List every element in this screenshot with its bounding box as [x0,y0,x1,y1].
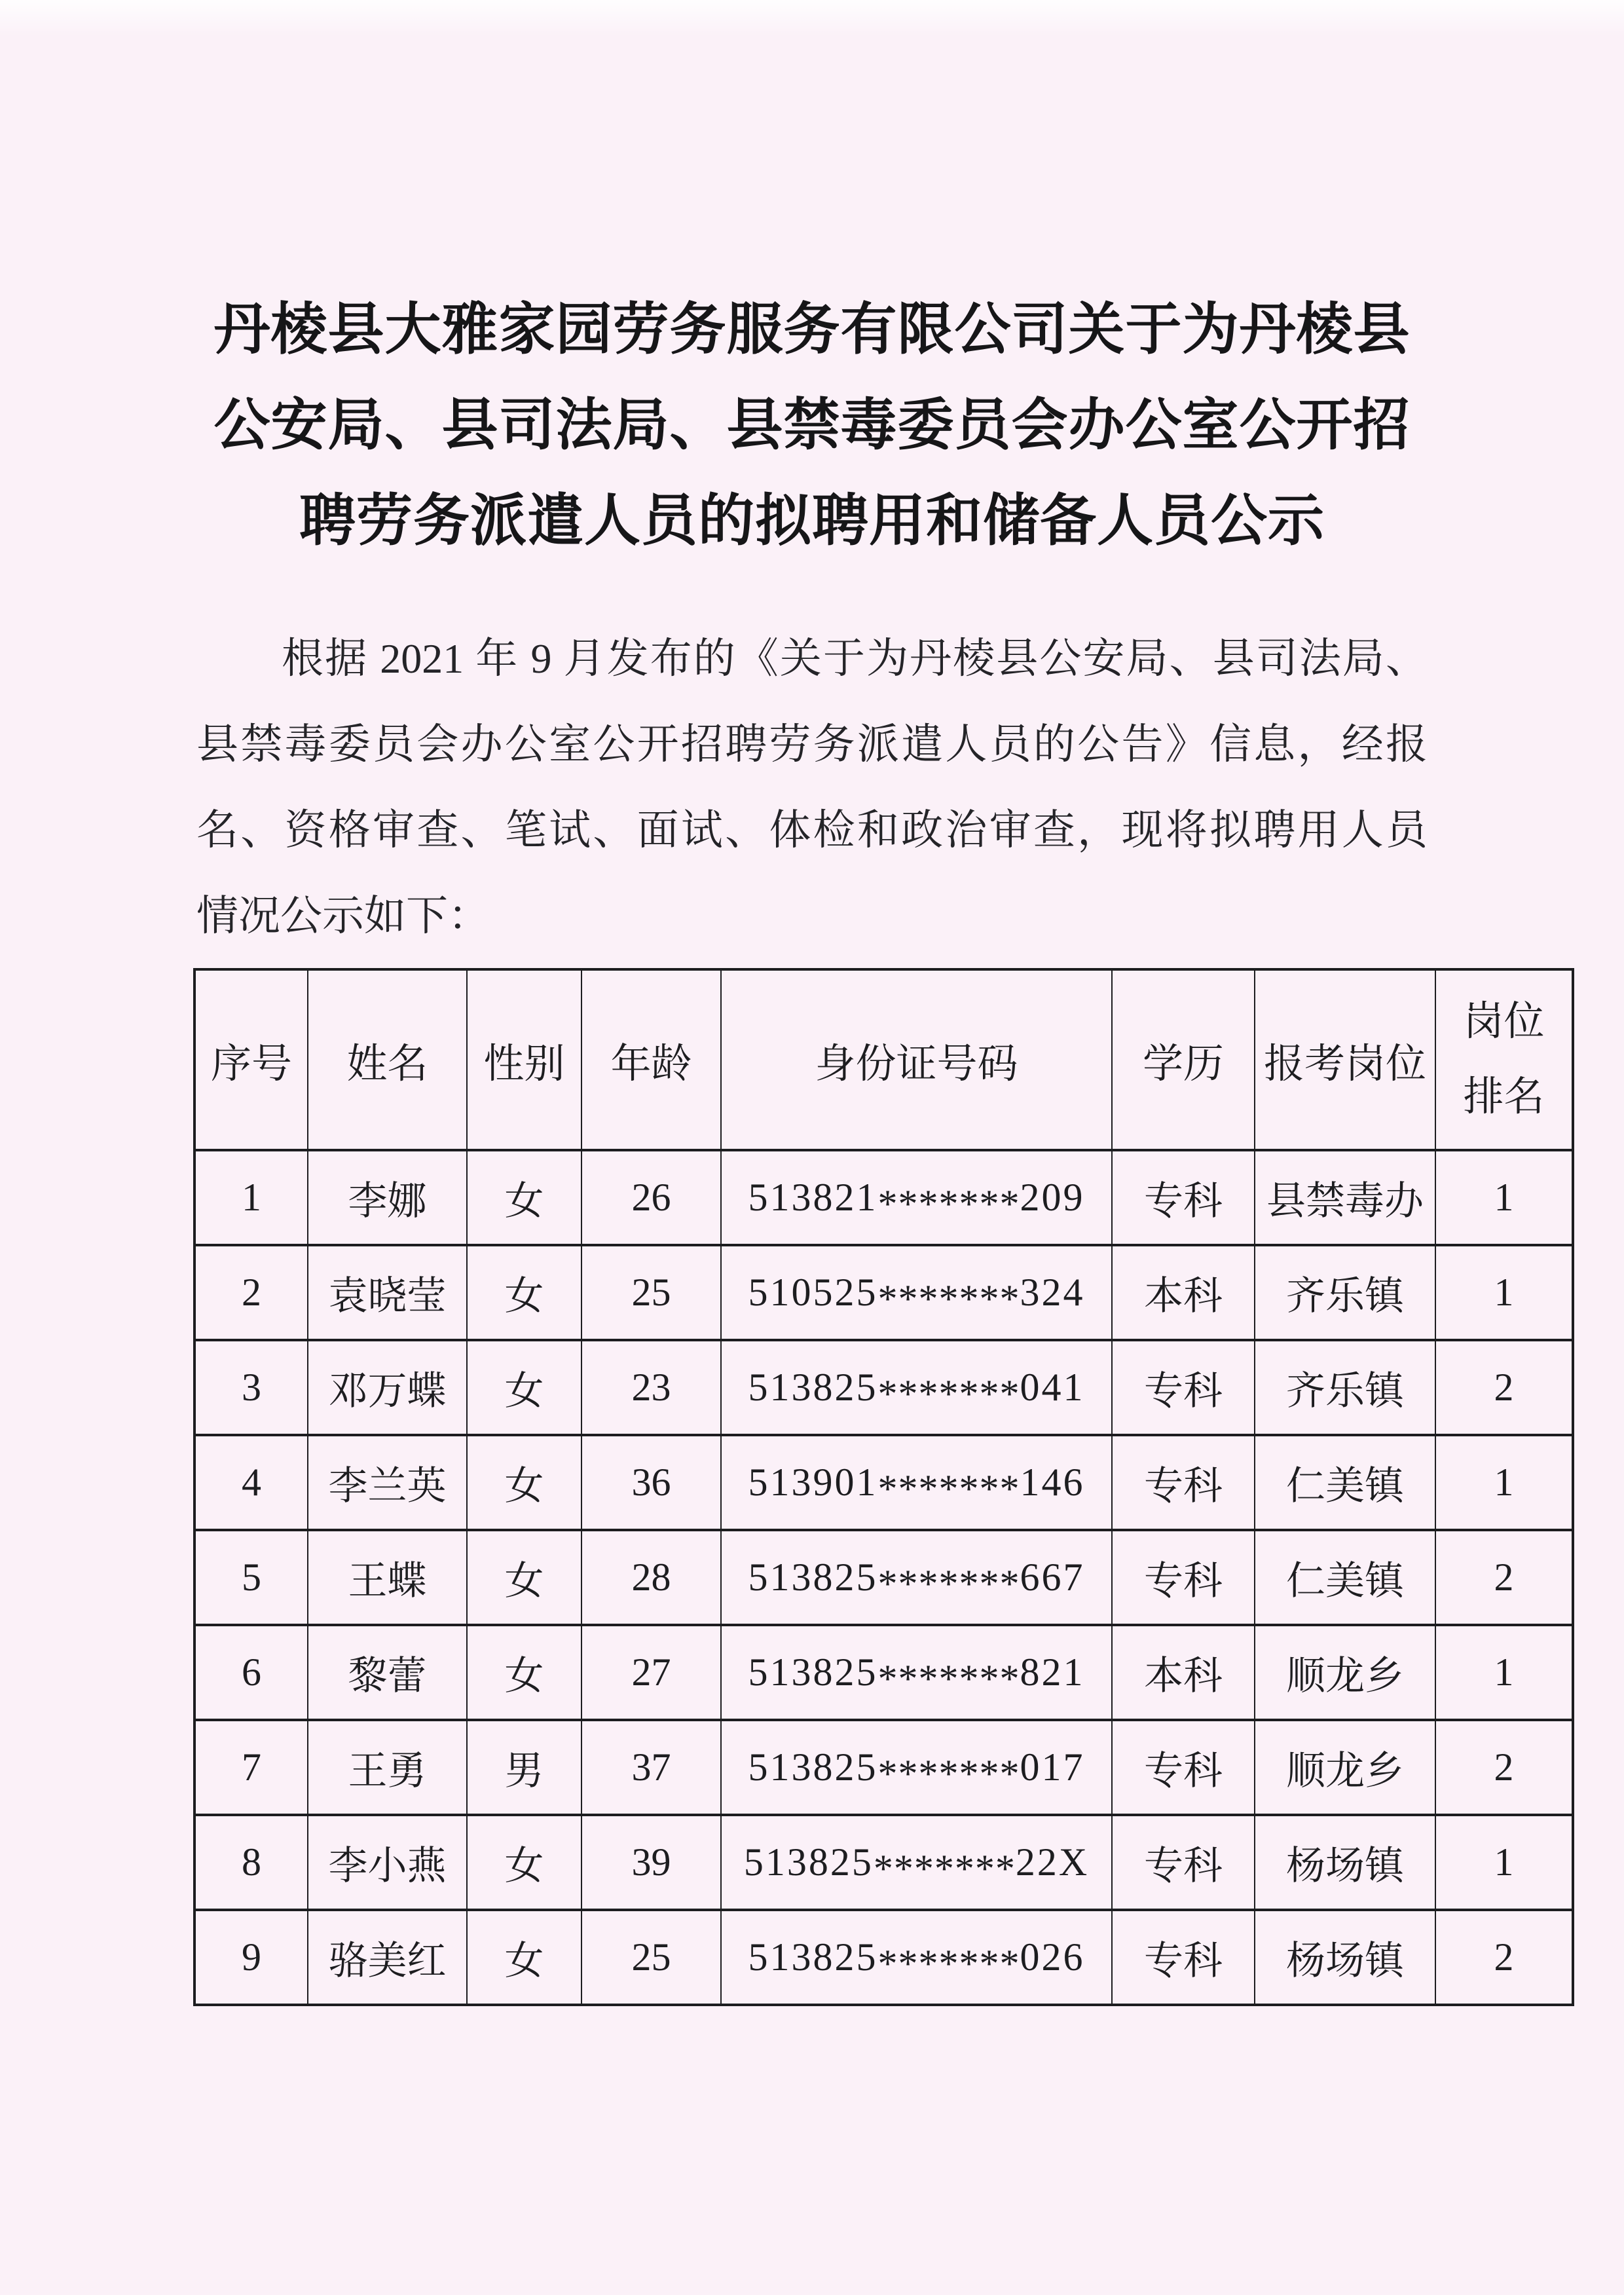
cell-id: 513825*******041 [721,1340,1112,1435]
table-header-row [194,969,1573,1150]
cell-age: 37 [581,1720,721,1815]
cell-id: 513825*******026 [721,1910,1112,2005]
cell-id: 513825*******667 [721,1530,1112,1625]
cell-rank: 1 [1435,1245,1573,1340]
cell-id: 513825*******821 [721,1625,1112,1720]
cell-rank: 2 [1435,1340,1573,1435]
cell-age: 23 [581,1340,721,1435]
column-header-age: 年龄 [581,969,721,1150]
cell-gender: 男 [467,1720,581,1815]
cell-name: 王勇 [308,1720,467,1815]
table-row [194,1910,1573,2005]
table-row [194,1815,1573,1910]
cell-position: 齐乐镇 [1255,1245,1435,1340]
cell-education: 专科 [1112,1815,1255,1910]
cell-position: 齐乐镇 [1255,1340,1435,1435]
cell-id: 513825*******017 [721,1720,1112,1815]
cell-gender: 女 [467,1815,581,1910]
cell-education: 专科 [1112,1910,1255,2005]
cell-id: 513825*******22X [721,1815,1112,1910]
table-row [194,1245,1573,1340]
table-row [194,1435,1573,1530]
table-row [194,1625,1573,1720]
cell-age: 27 [581,1625,721,1720]
cell-name: 李娜 [308,1150,467,1245]
cell-position: 县禁毒办 [1255,1150,1435,1245]
cell-age: 25 [581,1910,721,2005]
intro-paragraph [196,616,1428,959]
cell-no: 2 [194,1245,308,1340]
cell-name: 李小燕 [308,1815,467,1910]
cell-education: 本科 [1112,1625,1255,1720]
cell-position: 杨场镇 [1255,1910,1435,2005]
cell-name: 黎蕾 [308,1625,467,1720]
title-line-1: 丹棱县大雅家园劳务服务有限公司关于为丹棱县 [213,298,1411,361]
cell-position: 顺龙乡 [1255,1720,1435,1815]
cell-education: 专科 [1112,1340,1255,1435]
cell-education: 专科 [1112,1435,1255,1530]
cell-name: 邓万蝶 [308,1340,467,1435]
cell-education: 本科 [1112,1245,1255,1340]
cell-no: 5 [194,1530,308,1625]
column-header-rank [1435,969,1573,1150]
intro-line-2: 县禁毒委员会办公室公开招聘劳务派遣人员的公告》信息，经报 [196,721,1428,768]
cell-name: 王蝶 [308,1530,467,1625]
cell-name: 骆美红 [308,1910,467,2005]
column-header-no: 序号 [194,969,308,1150]
document-title [157,0,1467,569]
cell-gender: 女 [467,1910,581,2005]
cell-rank: 1 [1435,1435,1573,1530]
cell-rank: 1 [1435,1815,1573,1910]
cell-gender: 女 [467,1340,581,1435]
cell-rank: 1 [1435,1625,1573,1720]
cell-rank: 2 [1435,1910,1573,2005]
cell-no: 6 [194,1625,308,1720]
cell-gender: 女 [467,1435,581,1530]
cell-age: 25 [581,1245,721,1340]
cell-education: 专科 [1112,1530,1255,1625]
cell-position: 杨场镇 [1255,1815,1435,1910]
cell-id: 513821*******209 [721,1150,1112,1245]
cell-no: 8 [194,1815,308,1910]
cell-education: 专科 [1112,1720,1255,1815]
cell-no: 1 [194,1150,308,1245]
cell-gender: 女 [467,1625,581,1720]
cell-age: 28 [581,1530,721,1625]
intro-line-1: 根据 2021 年 9 月发布的《关于为丹棱县公安局、县司法局、 [282,635,1428,682]
column-header-id: 身份证号码 [721,969,1112,1150]
cell-no: 7 [194,1720,308,1815]
title-line-2: 公安局、县司法局、县禁毒委员会办公室公开招 [213,394,1411,457]
cell-gender: 女 [467,1150,581,1245]
column-header-name: 姓名 [308,969,467,1150]
column-header-rank-text: 岗位排名 [1463,999,1545,1119]
cell-no: 3 [194,1340,308,1435]
cell-position: 顺龙乡 [1255,1625,1435,1720]
cell-age: 36 [581,1435,721,1530]
cell-position: 仁美镇 [1255,1530,1435,1625]
intro-line-4: 情况公示如下： [196,893,490,939]
column-header-position: 报考岗位 [1255,969,1435,1150]
column-header-education: 学历 [1112,969,1255,1150]
cell-id: 510525*******324 [721,1245,1112,1340]
cell-no: 9 [194,1910,308,2005]
cell-gender: 女 [467,1530,581,1625]
cell-age: 39 [581,1815,721,1910]
cell-name: 袁晓莹 [308,1245,467,1340]
title-line-3: 聘劳务派遣人员的拟聘用和储备人员公示 [299,489,1325,552]
column-header-gender: 性别 [467,969,581,1150]
cell-rank: 2 [1435,1530,1573,1625]
cell-age: 26 [581,1150,721,1245]
cell-education: 专科 [1112,1150,1255,1245]
table-row [194,1340,1573,1435]
cell-no: 4 [194,1435,308,1530]
table-row [194,1530,1573,1625]
cell-rank: 2 [1435,1720,1573,1815]
cell-rank: 1 [1435,1150,1573,1245]
candidate-roster-table [193,968,1574,2006]
cell-position: 仁美镇 [1255,1435,1435,1530]
table-row [194,1150,1573,1245]
cell-id: 513901*******146 [721,1435,1112,1530]
cell-name: 李兰英 [308,1435,467,1530]
table-row [194,1720,1573,1815]
cell-gender: 女 [467,1245,581,1340]
intro-line-3: 名、资格审查、笔试、面试、体检和政治审查，现将拟聘用人员 [196,807,1428,853]
